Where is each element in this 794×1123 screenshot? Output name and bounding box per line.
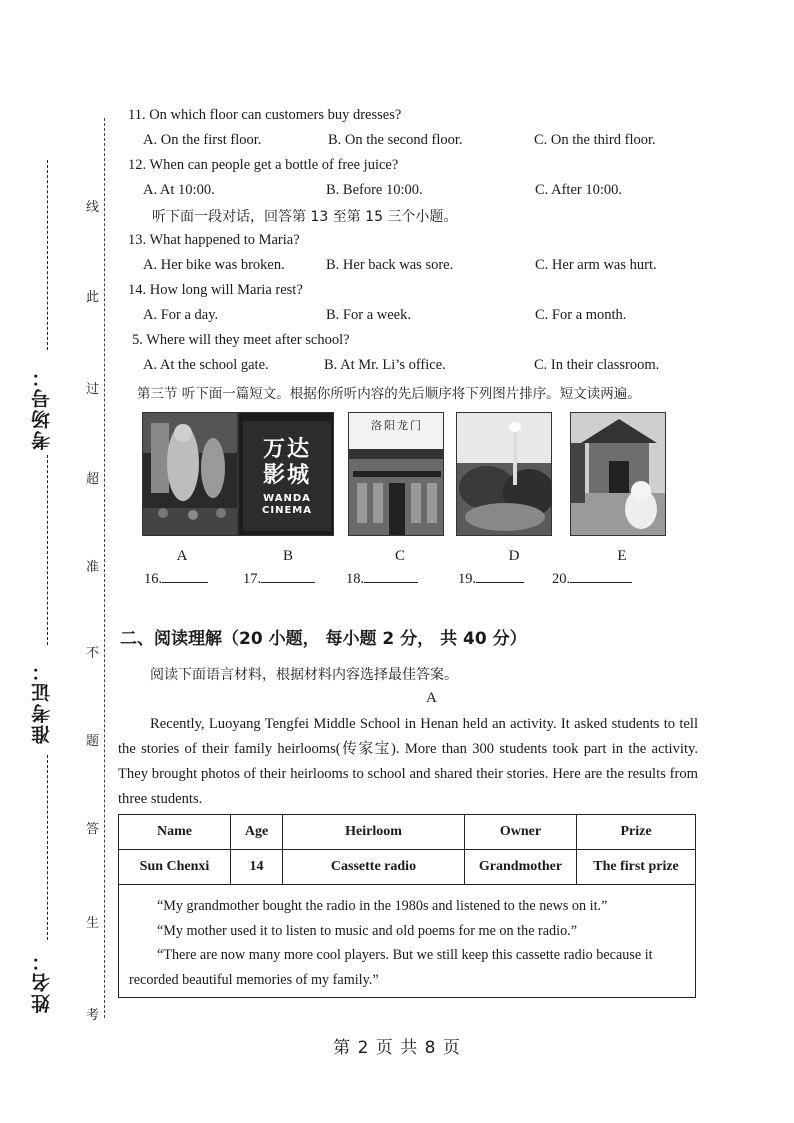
ticket-number-field [28,660,58,744]
name-label: 姓名： [31,950,53,1013]
margin-char: 此 [86,290,100,305]
cell-heirloom: Cassette radio [283,850,465,885]
cell-prize: The first prize [577,850,696,885]
table-header-row [119,815,696,850]
margin-char: 题 [86,734,100,749]
answer-blank-20[interactable] [552,569,632,588]
header-heirloom: Heirloom [283,815,465,850]
question-14: 14. How long will Maria rest? [128,282,303,298]
ticket-number-blank[interactable] [28,455,58,645]
margin-char: 过 [86,382,100,397]
q11-option-b[interactable]: B. On the second floor. [328,132,463,148]
picture-label-a: A [176,548,188,564]
margin-char: 超 [86,472,100,487]
garden-fountain-photo [456,412,552,536]
binding-margin [0,0,120,1123]
results-table [118,814,696,885]
luoyang-gate-photo [348,412,444,536]
section-title: 二、阅读理解（20 小题， 每小题 2 分， 共 40 分） [120,629,527,649]
q11-option-c[interactable]: C. On the third floor. [534,132,656,148]
q13-option-c[interactable]: C. Her arm was hurt. [535,257,657,273]
blank-number: 20. [552,571,571,587]
buddha-statues-photo [142,412,238,536]
answer-blank-19[interactable] [458,569,524,588]
exam-room-field [28,366,58,450]
answer-blank-17[interactable] [243,569,315,588]
reading-instruction: 阅读下面语言材料，根据材料内容选择最佳答案。 [150,667,458,683]
page-footer: 第 2 页 共 8 页 [333,1038,461,1058]
q13-option-b[interactable]: B. Her back was sore. [326,257,454,273]
blank-number: 18. [346,571,365,587]
question-15: 5. Where will they meet after school? [132,332,350,348]
quote-1: “My grandmother bought the radio in the 1980s and listened to the news on it.” [157,898,608,914]
blank-number: 17. [243,571,262,587]
picture-label-b: B [282,548,293,564]
question-11: 11. On which floor can customers buy dresses? [128,107,402,123]
margin-char: 生 [86,916,100,931]
cinema-sign-cn: 万达影城 [262,437,311,488]
quote-2: “My mother used it to listen to music and old poems for me on the radio.” [157,922,578,939]
answer-blank-18[interactable] [346,569,418,588]
blank-number: 16. [144,571,163,587]
q12-option-b[interactable]: B. Before 10:00. [326,182,423,198]
q15-option-c[interactable]: C. In their classroom. [534,357,660,373]
header-age: Age [231,815,283,850]
passage-text: Recently, Luoyang Tengfei Middle School in Henan held an activity. It asked students to tell the stories of their family heirlooms(传家宝). More than 300 students took part in the activity. They brought photos of their heirlooms to school and shared their stories. Here are the results from three students. [118,716,698,807]
q12-option-c[interactable]: C. After 10:00. [535,182,622,198]
cinema-sign-en: WANDA CINEMA [262,493,312,516]
margin-char: 考 [86,1008,100,1023]
answer-blank-16[interactable] [144,569,208,588]
name-blank[interactable] [28,755,58,940]
margin-char: 不 [86,646,100,661]
cell-owner: Grandmother [465,850,577,885]
passage-label: A [426,690,437,706]
q15-option-a[interactable]: A. At the school gate. [143,357,269,373]
table-row [119,850,696,885]
quote-3: “There are now many more cool players. But we still keep this cassette radio because it recorded beautiful memories of my family.” [129,947,653,988]
gate-sign: 洛阳龙门 [371,419,423,432]
cell-name: Sun Chenxi [119,850,231,885]
header-name: Name [119,815,231,850]
question-13: 13. What happened to Maria? [128,232,300,248]
margin-char: 准 [86,560,100,575]
blank-number: 19. [458,571,477,587]
question-12: 12. When can people get a bottle of free juice? [128,157,399,173]
q14-option-a[interactable]: A. For a day. [143,307,219,323]
margin-char: 答 [86,822,100,837]
header-prize: Prize [577,815,696,850]
cut-line [104,118,105,1018]
picture-label-d: D [508,548,520,564]
q15-option-b[interactable]: B. At Mr. Li’s office. [324,357,446,373]
q13-option-a[interactable]: A. Her bike was broken. [143,257,285,273]
wanda-cinema-photo [238,412,334,536]
exam-room-blank[interactable] [28,160,58,350]
header-owner: Owner [465,815,577,850]
name-field [28,950,58,1013]
dialogue-instruction: 听下面一段对话，回答第 13 至第 15 三个小题。 [152,209,458,225]
q14-option-b[interactable]: B. For a week. [326,307,411,323]
quotes-box [118,884,696,998]
picture-label-c: C [394,548,405,564]
exam-room-label: 考场号： [31,366,53,450]
q12-option-a[interactable]: A. At 10:00. [143,182,215,198]
q11-option-a[interactable]: A. On the first floor. [143,132,262,148]
q14-option-c[interactable]: C. For a month. [535,307,627,323]
picture-label-e: E [617,548,627,564]
section3-instruction: 第三节 听下面一篇短文。根据你所听内容的先后顺序将下列图片排序。短文读两遍。 [137,386,641,402]
ticket-number-label: 准考证： [31,660,53,744]
margin-char: 线 [86,200,100,215]
temple-lion-photo [570,412,666,536]
cell-age: 14 [231,850,283,885]
passage-a [118,712,698,812]
